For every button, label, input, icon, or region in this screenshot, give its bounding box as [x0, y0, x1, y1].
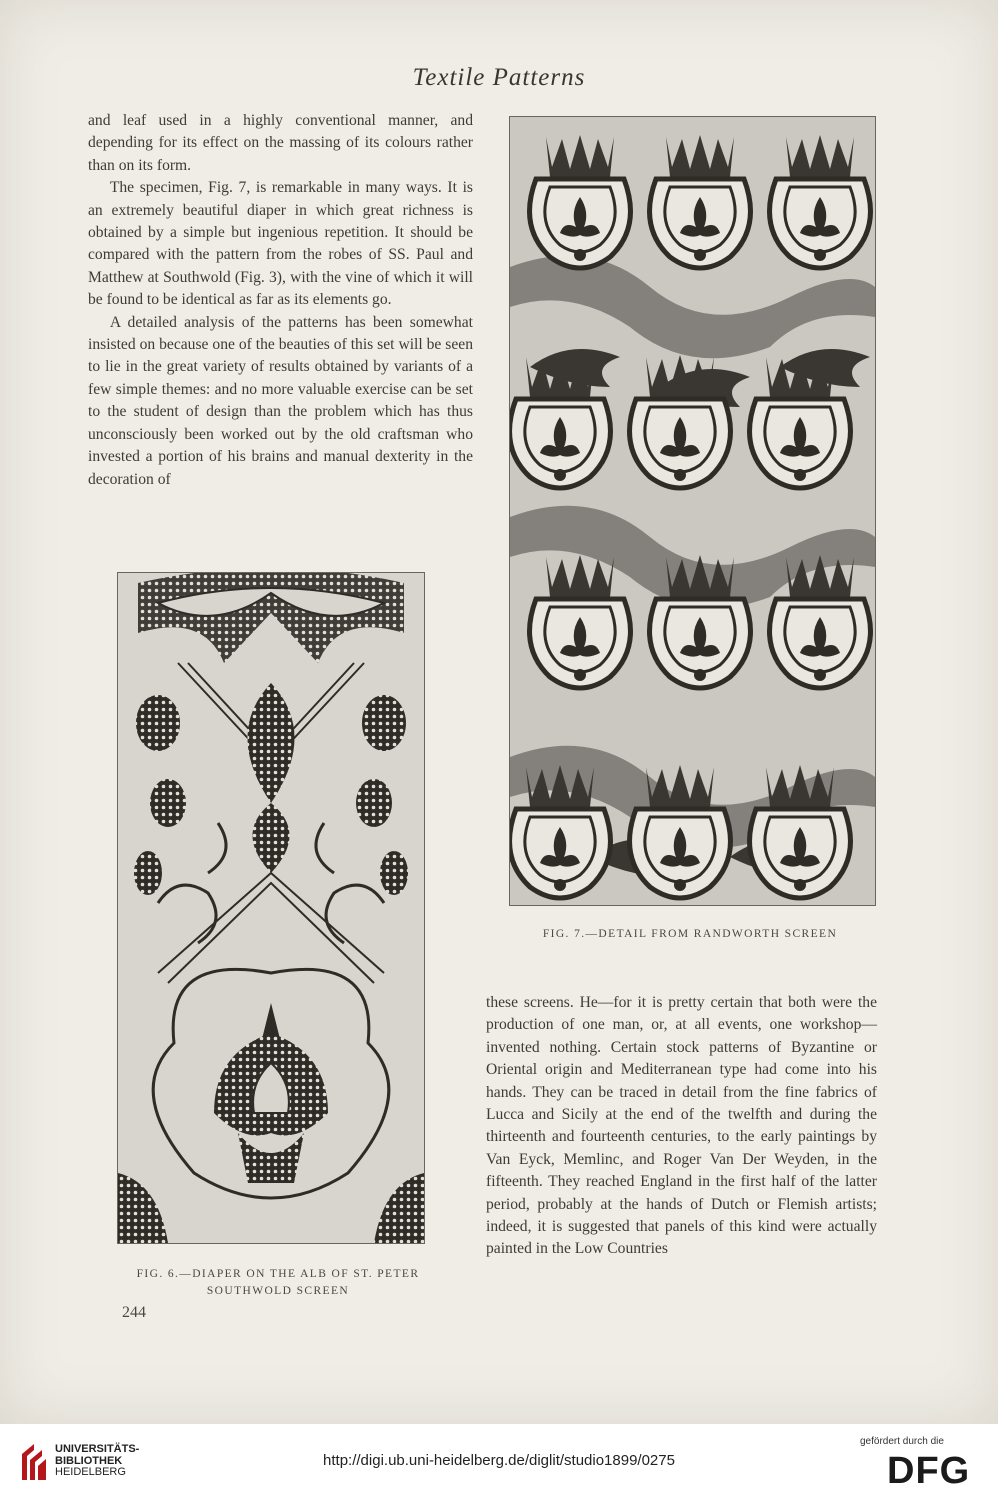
- paragraph: and leaf used in a highly conventional manner, and depending for its effect on the massing of its colours rather than on its form.: [88, 112, 473, 174]
- paragraph: these screens. He—for it is pretty certain that both were the production of one man, or, at all events, one workshop—invented nothing. Certain stock patterns of Byzantine or Oriental origin and Mediterranean type had come into his hands. They can be traced in detail from the fine fabrics of Lucca and Sicily at the end of the twelfth and during the thirteenth and fourteenth centuries, to the early paintings by Van Eyck, Memlinc, and Roger Van Der Weyden, in the fifteenth. They reached England in the first half of the latter period, probably at the hands of Dutch or Flemish artists; indeed, it is suggested that panels of this kind were actually painted in the Low Countries: [486, 994, 877, 1258]
- library-name-line: UNIVERSITÄTS-: [55, 1443, 140, 1455]
- figure-6-caption-line: SOUTHWOLD SCREEN: [206, 1285, 350, 1297]
- funded-by-label: gefördert durch die: [860, 1436, 944, 1447]
- diaper-pattern-illustration: [118, 573, 424, 1243]
- figure-7-caption: FIG. 7.—DETAIL FROM RANDWORTH SCREEN: [542, 928, 838, 940]
- dfg-logo: DFG: [887, 1450, 971, 1492]
- library-name-line: BIBLIOTHEK: [55, 1454, 123, 1467]
- figure-6-caption: [88, 1266, 468, 1300]
- figure-6-plate: [117, 572, 425, 1244]
- running-title: Textile Patterns: [412, 64, 586, 91]
- paragraph: A detailed analysis of the patterns has been somewhat insisted on because one of the beauties of this set will be seen to lie in the great variety of results obtained by variants of a few simple themes: and no more valuable exercise can be set to the student of design than the problem which has thus unconsciously been worked out by the old craftsman who invested a portion of his brains and manual dexterity in the decoration of: [88, 313, 473, 488]
- page-number: 244: [122, 1304, 146, 1321]
- pomegranate-diaper-illustration: [510, 117, 875, 905]
- figure-7-plate: [509, 116, 876, 906]
- right-text-column: [486, 992, 877, 1261]
- source-url-link[interactable]: http://digi.ub.uni-heidelberg.de/diglit/studio1899/0275: [323, 1452, 675, 1469]
- figure-6-caption-line: FIG. 6.—DIAPER ON THE ALB OF ST. PETER: [136, 1268, 420, 1280]
- left-text-column: [88, 110, 473, 491]
- digitization-footer: [0, 1424, 998, 1502]
- paragraph: The specimen, Fig. 7, is remarkable in many ways. It is an extremely beautiful diaper in which great richness is obtained by a simple but ingenious repetition. It should be compared with the pattern from the robes of SS. Paul and Matthew at Southwold (Fig. 3), with the vine of which it will be found to be identical as far as its elements go.: [88, 179, 473, 309]
- library-name-line: HEIDELBERG: [55, 1466, 126, 1478]
